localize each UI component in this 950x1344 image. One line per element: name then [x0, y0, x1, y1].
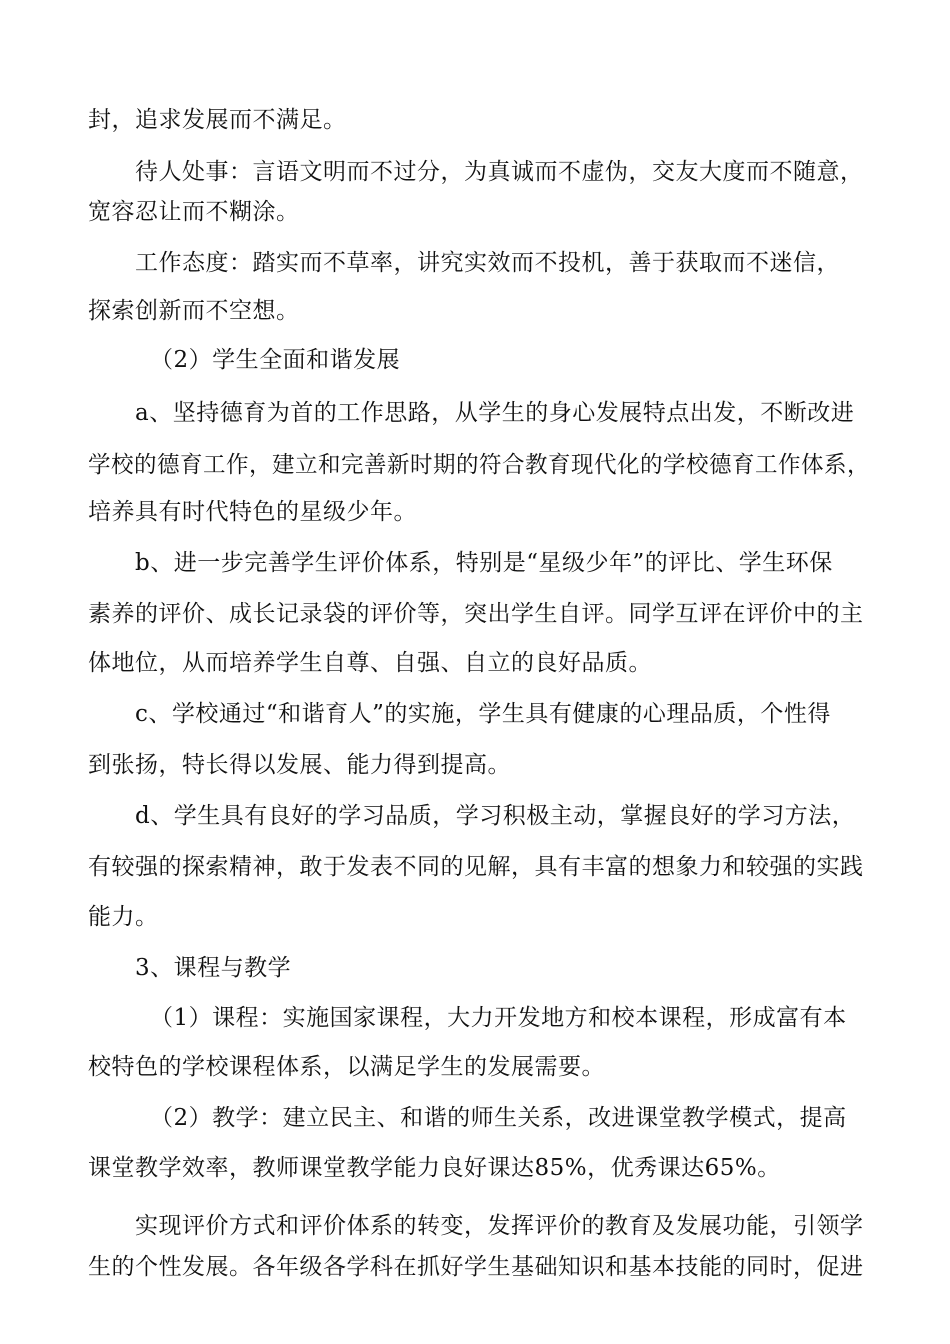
text-line: 能力。 [88, 904, 159, 930]
text-line: 待人处事：言语文明而不过分，为真诚而不虚伪，交友大度而不随意， [135, 159, 864, 185]
text-line: 校特色的学校课程体系，以满足学生的发展需要。 [88, 1054, 605, 1080]
text-line: 学校的德育工作，建立和完善新时期的符合教育现代化的学校德育工作体系， [88, 452, 870, 478]
text-line: d、学生具有良好的学习品质，学习积极主动，掌握良好的学习方法， [135, 803, 856, 829]
text-line: c、学校通过“和谐育人”的实施，学生具有健康的心理品质，个性得 [135, 701, 831, 727]
text-line: 封，追求发展而不满足。 [88, 107, 347, 133]
text-line: 工作态度：踏实而不草率，讲究实效而不投机，善于获取而不迷信， [135, 250, 840, 276]
text-line: 培养具有时代特色的星级少年。 [88, 499, 417, 525]
text-line: 宽容忍让而不糊涂。 [88, 199, 300, 225]
text-line: （2）教学：建立民主、和谐的师生关系，改进课堂教学模式，提高 [150, 1105, 847, 1131]
section-heading: （2）学生全面和谐发展 [150, 347, 401, 373]
text-line: （1）课程：实施国家课程，大力开发地方和校本课程，形成富有本 [150, 1005, 847, 1031]
section-heading: 3、课程与教学 [135, 955, 292, 981]
text-line: 到张扬，特长得以发展、能力得到提高。 [88, 752, 511, 778]
text-line: 实现评价方式和评价体系的转变，发挥评价的教育及发展功能，引领学 [135, 1213, 864, 1239]
text-line: 有较强的探索精神，敢于发表不同的见解，具有丰富的想象力和较强的实践 [88, 854, 864, 880]
text-line: b、进一步完善学生评价体系，特别是“星级少年”的评比、学生环保 [135, 550, 833, 576]
text-line: 课堂教学效率，教师课堂教学能力良好课达85%，优秀课达65%。 [88, 1155, 781, 1181]
text-line: 素养的评价、成长记录袋的评价等，突出学生自评。同学互评在评价中的主 [88, 601, 864, 627]
text-line: 体地位，从而培养学生自尊、自强、自立的良好品质。 [88, 650, 652, 676]
text-line: 探索创新而不空想。 [88, 298, 300, 324]
text-line: 生的个性发展。各年级各学科在抓好学生基础知识和基本技能的同时，促进 [88, 1254, 864, 1280]
text-line: a、坚持德育为首的工作思路，从学生的身心发展特点出发，不断改进 [135, 400, 855, 426]
